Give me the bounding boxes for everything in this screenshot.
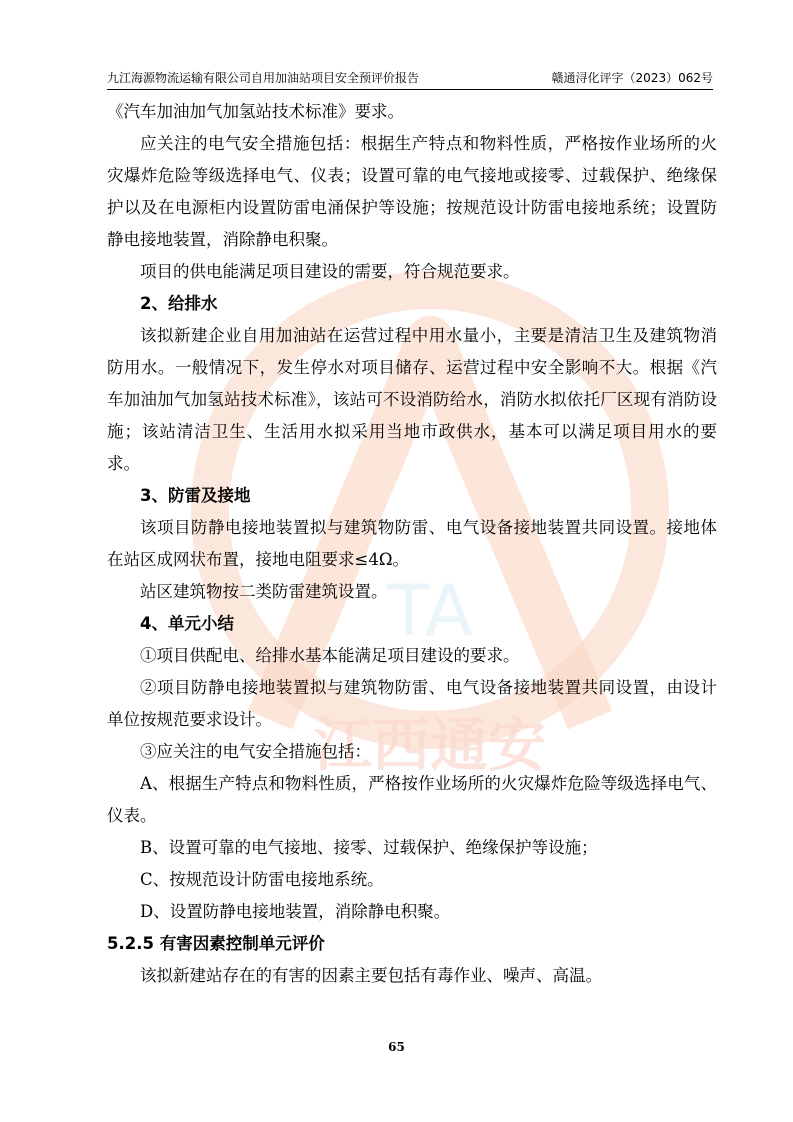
watermark-letters: TA [387, 570, 473, 652]
summary-item-b: B、设置可靠的电气接地、接零、过载保护、绝缘保护等设施； [140, 838, 598, 857]
section-heading-summary: 4、单元小结 [140, 614, 234, 633]
section-heading-525: 5.2.5 有害因素控制单元评价 [107, 934, 325, 953]
header-doc-number: 赣通浔化评字（2023）062号 [551, 71, 713, 85]
summary-item-3: ③应关注的电气安全措施包括： [140, 742, 371, 761]
page-number: 65 [388, 1040, 405, 1054]
document-body [107, 96, 717, 992]
summary-item-1: ①项目供配电、给排水基本能满足项目建设的要求。 [140, 646, 520, 665]
section-heading-lightning: 3、防雷及接地 [140, 486, 251, 505]
paragraph-electrical-measures: 应关注的电气安全措施包括：根据生产特点和物料性质，严格按作业场所的火灾爆炸危险等级选择电气、仪表；设置可靠的电气接地或接零、过载保护、绝缘保护以及在电源柜内设置防雷电涌保护等设施；按规范设计防雷电接地系统；设置防静电接地装置，消除静电积聚。 [107, 134, 717, 249]
section-heading-water: 2、给排水 [140, 294, 218, 313]
header-report-title: 九江海源物流运输有限公司自用加油站项目安全预评价报告 [107, 71, 420, 85]
paragraph-power-supply: 项目的供电能满足项目建设的需要，符合规范要求。 [140, 262, 520, 281]
page-header [107, 66, 713, 86]
summary-item-c: C、按规范设计防雷电接地系统。 [140, 870, 384, 889]
paragraph-water: 该拟新建企业自用加油站在运营过程中用水量小，主要是清洁卫生及建筑物消防用水。一般情况下，发生停水对项目储存、运营过程中安全影响不大。根据《汽车加油加气加氢站技术标准》，该站可不设消防给水，消防水拟依托厂区现有消防设施；该站清洁卫生、生活用水拟采用当地市政供水，基本可以满足项目用水的要求。 [107, 326, 717, 473]
watermark-text: 江西通安 [313, 711, 547, 779]
paragraph-grounding: 该项目防静电接地装置拟与建筑物防雷、电气设备接地装置共同设置。接地体在站区成网状布置，接地电阻要求≤4Ω。 [107, 518, 717, 569]
paragraph-standard-ref: 《汽车加油加气加氢站技术标准》要求。 [107, 102, 404, 121]
paragraph-lightning-class: 站区建筑物按二类防雷建筑设置。 [140, 582, 388, 601]
summary-item-d: D、设置防静电接地装置，消除静电积聚。 [140, 902, 451, 921]
paragraph-harmful-factors: 该拟新建站存在的有害的因素主要包括有毒作业、噪声、高温。 [140, 966, 602, 985]
header-rule [107, 89, 713, 90]
summary-item-a: A、根据生产特点和物料性质，严格按作业场所的火灾爆炸危险等级选择电气、仪表。 [107, 774, 717, 825]
summary-item-2: ②项目防静电接地装置拟与建筑物防雷、电气设备接地装置共同设置，由设计单位按规范要求设计。 [107, 678, 717, 729]
